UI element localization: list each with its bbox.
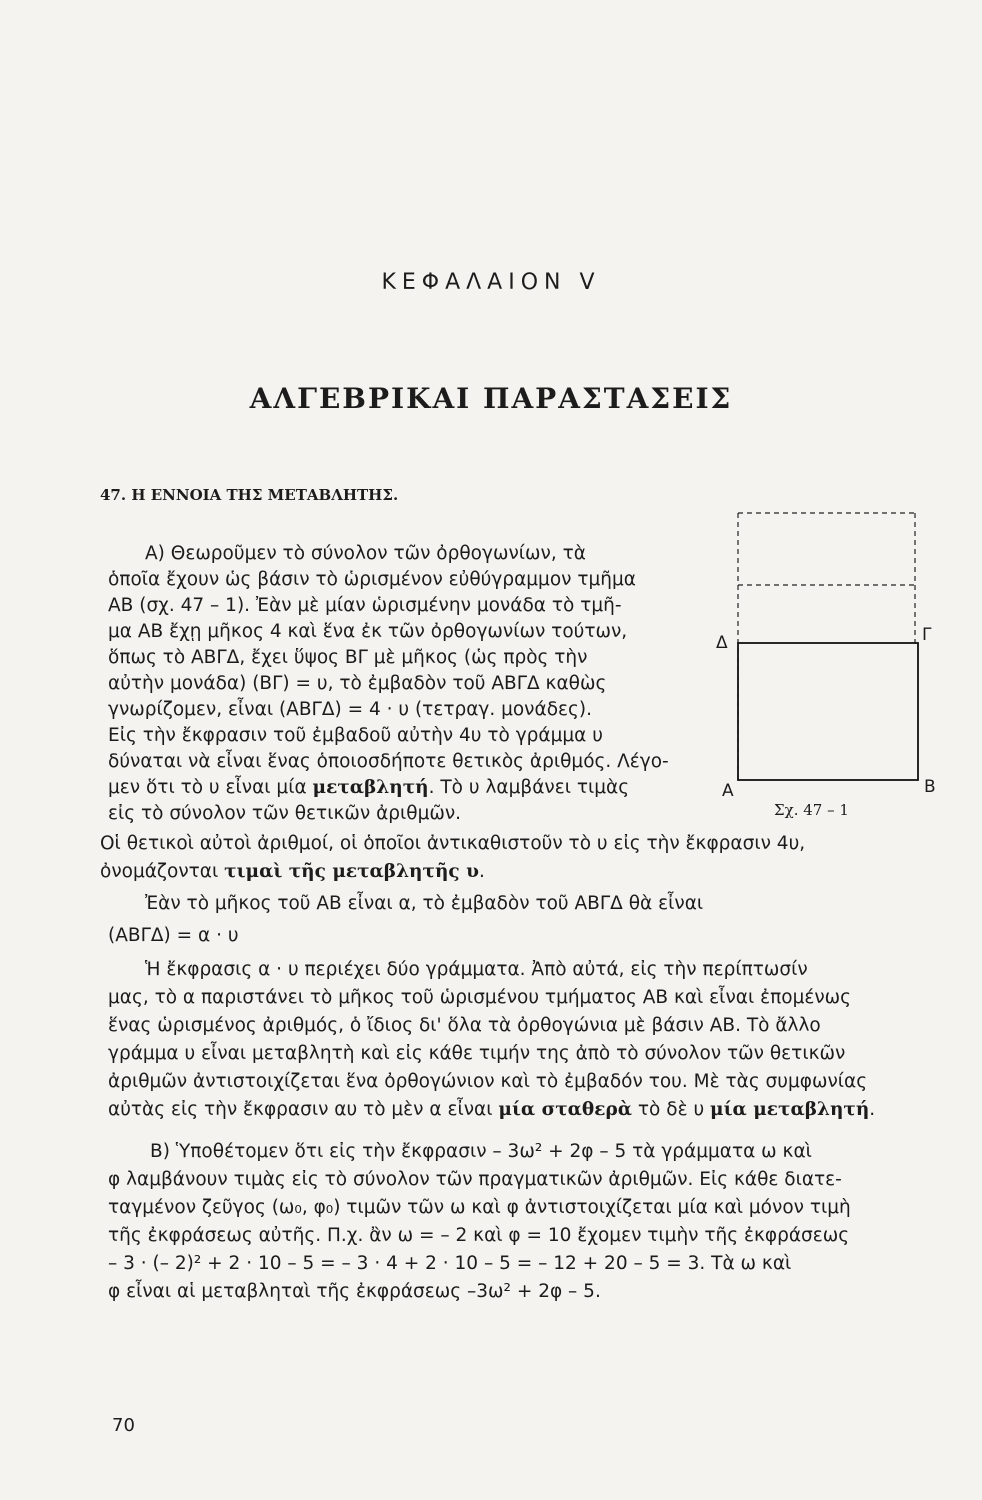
vertex-label-b: Β — [924, 777, 936, 797]
text-line: τῆς ἐκφράσεως αὐτῆς. Π.χ. ἂν ω = – 2 καὶ φ = 10 ἔχομεν τιμὴν τῆς ἐκφράσεως — [108, 1225, 850, 1246]
vertex-label-d: Δ — [716, 633, 728, 653]
text-line — [108, 776, 713, 800]
text-line: φ εἶναι αἱ μεταβληταὶ τῆς ἐκφράσεως –3ω² + 2φ – 5. — [108, 1281, 601, 1302]
text-span: αὐτὰς εἰς τὴν ἔκφρασιν αυ τὸ μὲν α εἶναι — [108, 1099, 499, 1120]
text-line: μα ΑΒ ἔχῃ μῆκος 4 καὶ ἕνα ἐκ τῶν ὀρθογωνίων τούτων, — [108, 621, 628, 642]
figure-rectangles — [710, 505, 940, 825]
term-constant: μία σταθερὰ — [498, 1099, 633, 1120]
text-line: δύναται νὰ εἶναι ἕνας ὁποιοσδήποτε θετικὸς ἀριθμός. Λέγο- — [108, 751, 669, 772]
text-line: φ λαμβάνουν τιμὰς εἰς τὸ σύνολον τῶν πραγματικῶν ἀριθμῶν. Εἰς κάθε διατε- — [108, 1169, 842, 1190]
vertex-label-a: Α — [722, 781, 734, 801]
vertex-label-g: Γ — [922, 625, 932, 645]
text-line: μας, τὸ α παριστάνει τὸ μῆκος τοῦ ὡρισμένου τμήματος ΑΒ καὶ εἶναι ἐπομένως — [108, 987, 852, 1008]
text-line: εἰς τὸ σύνολον τῶν θετικῶν ἀριθμῶν. — [108, 803, 462, 824]
text-span: ὀνομάζονται — [100, 861, 225, 882]
text-line: ἀριθμῶν ἀντιστοιχίζεται ἕνα ὀρθογώνιον καὶ τὸ ἐμβαδόν του. Μὲ τὰς συμφωνίας — [108, 1071, 868, 1092]
page-number: 70 — [112, 1415, 135, 1436]
term-variable: μεταβλητή — [312, 777, 429, 798]
text-line: γνωρίζομεν, εἶναι (ΑΒΓΔ) = 4 · υ (τετραγ. μονάδες). — [108, 699, 592, 720]
chapter-title: ΑΛΓΕΒΡΙΚΑΙ ΠΑΡΑΣΤΑΣΕΙΣ — [249, 382, 733, 415]
text-line: Ἐὰν τὸ μῆκος τοῦ ΑΒ εἶναι α, τὸ ἐμβαδὸν τοῦ ΑΒΓΔ θὰ εἶναι — [145, 893, 704, 914]
text-line: ΑΒ (σχ. 47 – 1). Ἐὰν μὲ μίαν ὡρισμένην μονάδα τὸ τμῆ- — [108, 595, 622, 616]
text-line — [108, 1098, 958, 1122]
figure-caption: Σχ. 47 – 1 — [774, 801, 849, 819]
text-line: γράμμα υ εἶναι μεταβλητὴ καὶ εἰς κάθε τιμήν της ἀπὸ τὸ σύνολον τῶν θετικῶν — [108, 1043, 846, 1064]
text-line: Εἰς τὴν ἔκφρασιν τοῦ ἐμβαδοῦ αὐτὴν 4υ τὸ γράμμα υ — [108, 725, 603, 746]
text-line: ταγμένον ζεῦγος (ω₀, φ₀) τιμῶν τῶν ω καὶ φ ἀντιστοιχίζεται μία καὶ μόνον τιμὴ — [108, 1197, 851, 1218]
figure-drawing — [710, 505, 940, 825]
text-line: Ἡ ἔκφρασις α · υ περιέχει δύο γράμματα. Ἀπὸ αὐτά, εἰς τὴν περίπτωσίν — [145, 959, 808, 980]
text-line: αὐτὴν μονάδα) (ΒΓ) = υ, τὸ ἐμβαδὸν τοῦ ΑΒΓΔ καθὼς — [108, 673, 607, 694]
term-variable: μία μεταβλητή — [710, 1099, 870, 1120]
rectangle-abgd — [738, 643, 918, 780]
chapter-label: ΚΕΦΑΛΑΙΟΝ V — [381, 270, 601, 295]
text-line: Οἱ θετικοὶ αὐτοὶ ἀριθμοί, οἱ ὁποῖοι ἀντικαθιστοῦν τὸ υ εἰς τὴν ἔκφρασιν 4υ, — [100, 833, 806, 854]
text-span: μεν ὅτι τὸ υ εἶναι μία — [108, 777, 313, 798]
text-span: . Τὸ υ λαμβάνει τιμὰς — [428, 777, 630, 798]
text-line: – 3 · (– 2)² + 2 · 10 – 5 = – 3 · 4 + 2 · 10 – 5 = – 12 + 20 – 5 = 3. Τὰ ω καὶ — [108, 1253, 792, 1274]
text-line: ὅπως τὸ ΑΒΓΔ, ἔχει ὕψος ΒΓ μὲ μῆκος (ὡς πρὸς τὴν — [108, 647, 588, 668]
text-span: . — [869, 1099, 876, 1120]
text-line: ὁποῖα ἔχουν ὡς βάσιν τὸ ὡρισμένον εὐθύγραμμον τμῆμα — [108, 569, 636, 590]
text-line — [100, 860, 950, 884]
section-heading: 47. Η ΕΝΝΟΙΑ ΤΗΣ ΜΕΤΑΒΛΗΤΗΣ. — [100, 486, 399, 504]
formula-line: (ΑΒΓΔ) = α · υ — [108, 925, 239, 946]
text-span: τὸ δὲ υ — [632, 1099, 711, 1120]
text-line: Α) Θεωροῦμεν τὸ σύνολον τῶν ὀρθογωνίων, τὰ — [145, 543, 586, 564]
term-values: τιμαὶ τῆς μεταβλητῆς υ — [224, 861, 479, 882]
text-line: Β) Ὑποθέτομεν ὅτι εἰς τὴν ἔκφρασιν – 3ω² + 2φ – 5 τὰ γράμματα ω καὶ — [150, 1141, 812, 1162]
text-span: . — [478, 861, 485, 882]
text-line: ἕνας ὡρισμένος ἀριθμός, ὁ ἴδιος δι' ὅλα τὰ ὀρθογώνια μὲ βάσιν ΑΒ. Τὸ ἄλλο — [108, 1015, 821, 1036]
